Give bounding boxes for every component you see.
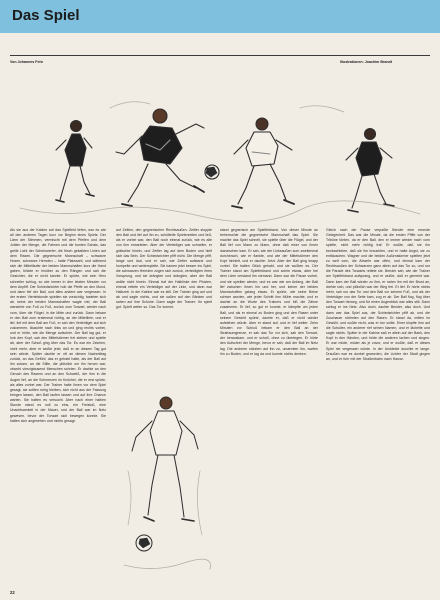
page-number: 22 <box>10 590 15 595</box>
illustration-credit: Illustrationen: Joachim Brandt <box>340 60 392 64</box>
football-players-illustration <box>0 68 440 238</box>
text-column-3: stand gegnerisch am Spielfeldrand. Von dieser Minute an beherrschte die gegnerische Mannschaft das Spiel. Sie machte das Spiel schnell, sie spielte über die Flügel, und der Ball lief von Mann zu Mann, ohne daß einer von ihnen dazwischen kam. Er sah, wie der Linksaußen zum zweitenmal durchbrach, wie er flankte, und wie der Mittelstürmer den Kopf hinhielt, und er dachte: Jetzt. Aber der Ball ging knapp vorbei. Sie hatten Glück gehabt, und sie wußten es. Der Trainer stand am Spielfeldrand und schrie etwas, aber bei dem Lärm verstand ihn niemand. Dann war die Pause vorbei, und sie spielten wieder, und es war wie am Anfang, der Ball lief zwischen ihnen hin und her, und keiner der beiden Mannschaften gelang etwas. Er spürte, wie seine Beine schwer wurden, wie jeder Schritt ihm Mühe machte, und er dachte an die Worte des Trainers und biß die Zähne zusammen. Er lief, so gut er konnte, er kämpfte um jeden Ball, und als er einmal zu Boden ging und den Rasen unter seinem Gesicht spürte, dachte er, daß er nicht wieder aufstehen würde. Aber er stand auf, und er lief weiter. Zehn Minuten vor Schluß bekam er den Ball an der Strafraumgrenze, er sah das Tor vor sich, sah den Torwart, der herauskam, und er schoß, ohne zu überlegen. Er hörte den Aufschrei der Menge, bevor er sah, daß der Ball im Netz lag. Die anderen stürzten auf ihn zu, umarmten ihn, warfen ihn zu Boden, und er lag da und konnte nichts denken. <box>220 228 318 356</box>
text-column-2: auf Zeitlen, den gegnerischen Rechtsaußen. Zeitler stoppte den Ball und lief auf ihn zu, schüttelte Spielerzeiten und ließ, als er vorbei war, den Ball noch einmal zurück, wie es alle von ihm erwarteten. Aber der Verteidiger war schneller, er grätschte hinein, und Zeitler lag auf dem Boden und hielt sich das Bein. Der Schiedsrichter pfiff nicht. Die Menge pfiff, lange und laut, und er sah, wie Zeitler aufstand und humpelte und weiterspielte. Sie kamen jetzt besser ins Spiel, die schwarzen Hemden zogen sich zurück, verteidigten ihren Vorsprung, und sie drängten und drängten, aber der Ball wollte nicht hinein. Einmal traf der Halblinke den Pfosten, einmal rettete ein Verteidiger auf der Linie, und dann war Halbzeit. In der Kabine war es still. Der Trainer ging auf und ab und sagte nichts, und sie saßen auf den Bänken und sahen auf ihre Schuhe. Dann sagte der Trainer: Ihr spielt gut. Spielt weiter so. Das Tor kommt. <box>116 228 212 310</box>
top-rule <box>10 55 430 56</box>
page-title: Das Spiel <box>12 7 80 24</box>
text-column-4: Gleich nach der Pause verpaßte Bender eine erneute Gelegenheit. Das war die Minute, da die ersten Pfiffe von der Tribüne tönten, da er den Ball, den er immer wieder nach vorn spielte, nicht mehr richtig traf. Er wußte, daß sie ihn beobachteten, daß sie ihn brauchten, und er hatte Angst, sie zu enttäuschen. Wagner und die beiden Außenstürmer spielten jetzt zu weit vorn, die Abwehr war offen, und einmal kam der Rechtsaußen der Schwarzen ganz allein auf das Tor zu, und nur die Parade des Torwarts rettete sie. Bender sah, wie der Trainer am Spielfeldrand aufsprang, und er wußte, daß er gemeint war. Dann kam der Ball wieder zu ihm, er nahm ihn mit der Brust an, drehte sich, und plötzlich war der Weg frei. Er lief. Er hörte nichts mehr, sah nur das Tor und den Ball vor seinem Fuß, und als der Verteidiger von der Seite kam, zog er ab. Der Ball flog, flog über den Torwart hinweg, und für einen Augenblick war alles still. Dann schlug er ins Netz. Also doch, dachte Bender, also doch. Und dann war das Spiel aus, der Schiedsrichter pfiff ab, und die Zuschauer strömten auf den Rasen. Er stand da, mitten im Gewühl, und wußte nicht, was er tun sollte. Einer klopfte ihm auf die Schulter, ein anderer rief seinen Namen, und er lächelte und sagte nichts. Später in der Kabine saß er allein auf der Bank, den Kopf in den Händen, und hörte die anderen lachen und singen. Er war müde, müder als je zuvor, und er wußte, daß er dieses Spiel nie vergessen würde. In der Umkleide duschte er lange. Draußen war es dunkel geworden, die Lichter der Stadt gingen an, und er fuhr mit der Straßenbahn nach Hause. <box>326 228 430 361</box>
text-column-1: Als sie aus der Kabine auf das Spielfeld liefen, war es wie all den anderen Tagen kurz vor Beginn eines Spiels: Der Lärm der Stimmen, vermischt mit dem Pfeifen und dem Johlen der Menge, die Fahnen und die bunten Schals, das grelle Licht der Scheinwerfer, die frisch gekalkten Linien auf dem Rasen. Die gegnerische Mannschaft – schwarze Hosen, schwarze Hemden – hatte Platzwahl, und während sich die Mittelläufer der beiden Mannschaften kurz die Hand gaben, blickte er hinüber zu den Rängen und sah die Gesichter, die er nicht kannte. Er spürte, wie sein Herz schneller schlug, so wie immer in den letzten Minuten vor dem Anpfiff. Der Schiedsrichter hob die Pfeife an den Mund, und dann lief der Ball, und alles andere war vergessen. In der ersten Viertelstunde spielten sie vorsichtig, tasteten sich ab, keine der beiden Mannschaften wagte viel, der Ball wanderte von Fuß zu Fuß, zurück zum Torwart, wieder nach vorn, über die Flügel, in die Mitte und zurück. Dann bekam er den Ball zum erstenmal richtig, an der Mittellinie, und er lief, lief mit dem Ball am Fuß, er sah den Verteidiger auf sich zukommen, täuschte nach links an und ging rechts vorbei, und er hörte, wie die Menge aufschrie. Der Ball lag gut, er hob den Kopf, sah den Mittelstürmer frei stehen und spielte ab, aber der Schuß ging über das Tor. Es war ein Zeichen, nicht mehr, aber er wußte jetzt, daß er an diesem Tag gut sein würde. Später dachte er oft an diesen Nachmittag zurück, an das Gefühl, das er gehabt hatte, als der Ball auf ihn zukam, an die Stille, die plötzlich um ihn herum war, obwohl vierzigtausend Menschen schrien. Er dachte an den Geruch des Rasens und an den Schweiß, der ihm in die Augen lief, an die Schmerzen im Knöchel, die er erst spürte, als alles vorbei war. Der Trainer hatte ihnen vor dem Spiel gesagt, sie sollten ruhig bleiben, sich nicht aus der Fassung bringen lassen, den Ball laufen lassen und auf ihre Chance warten. Sie hatten es versucht. Aber nach einer halben Stunde stand es null zu eins, ein Freistoß, eine Unachtsamkeit in der Mauer, und der Ball war im Netz gewesen, bevor der Torwart sich bewegen konnte. Sie hatten sich angesehen und nichts gesagt. <box>10 228 106 423</box>
author-byline: Von Johannes Fehr <box>10 60 44 64</box>
player-sketch-illustration <box>114 375 214 585</box>
